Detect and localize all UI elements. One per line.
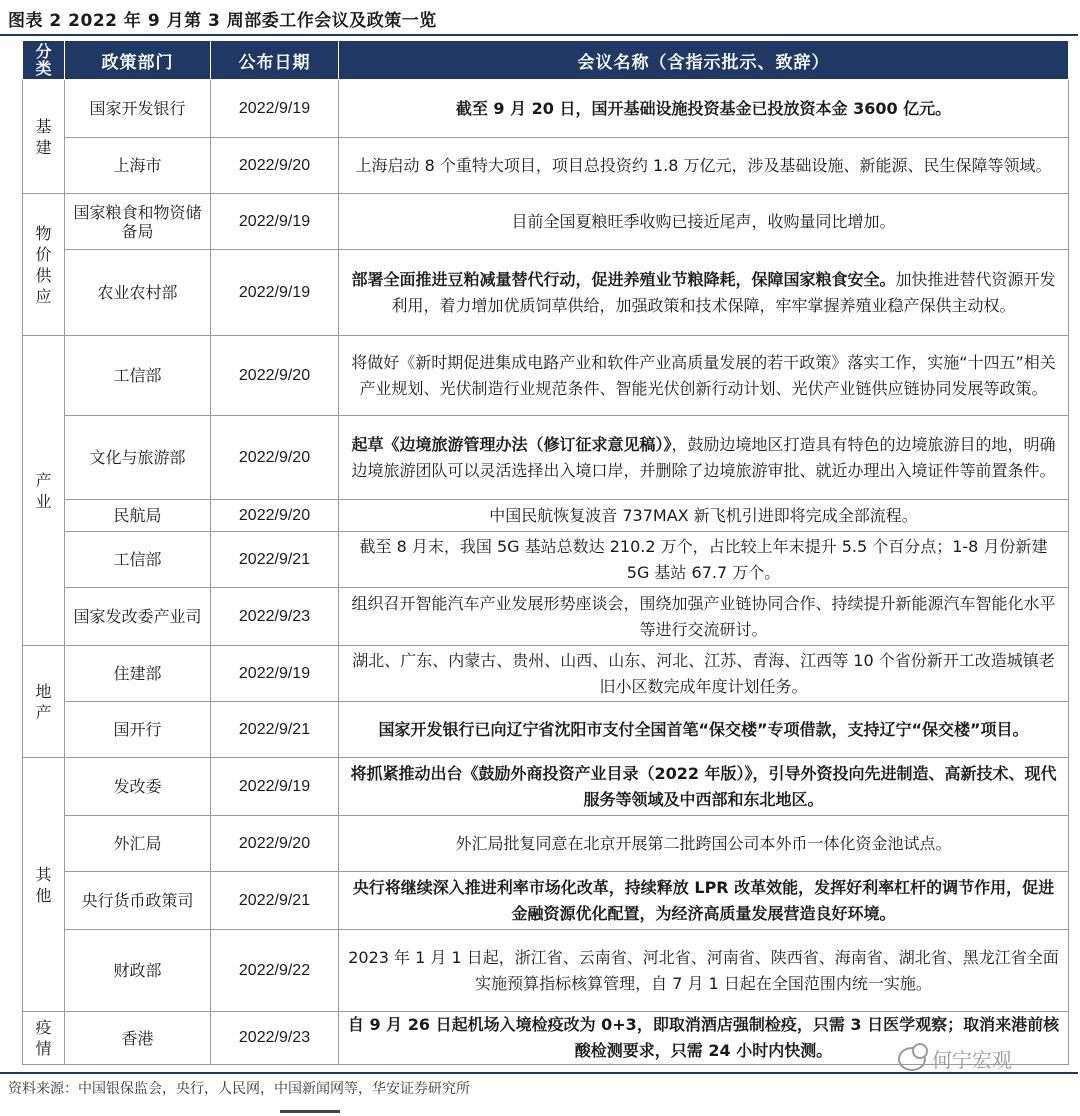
dept-cell: 财政部 (65, 930, 211, 1012)
date-cell: 2022/9/21 (211, 532, 339, 588)
table-row (23, 138, 1069, 194)
meeting-text-bold: 自 9 月 26 日起机场入境检疫改为 0+3，即取消酒店强制检疫，只需 3 日医学观察；取消来港前核酸检测要求，只需 24 小时内快测。 (347, 1015, 1060, 1060)
date-cell: 2022/9/20 (211, 138, 339, 194)
meeting-cell (339, 646, 1069, 702)
dept-cell: 民航局 (65, 500, 211, 532)
date-cell: 2022/9/20 (211, 336, 339, 416)
meeting-text: 截至 8 月末，我国 5G 基站总数达 210.2 万个，占比较上年末提升 5.5 个百分点；1-8 月份新建 5G 基站 67.7 万个。 (359, 536, 1048, 582)
date-cell: 2022/9/20 (211, 416, 339, 500)
dept-cell: 外汇局 (65, 816, 211, 872)
table-row (23, 758, 1069, 816)
meeting-cell (339, 532, 1069, 588)
dept-cell: 工信部 (65, 336, 211, 416)
meeting-text: 中国民航恢复波音 737MAX 新飞机引进即将完成全部流程。 (489, 505, 918, 525)
header-date: 公布日期 (211, 41, 339, 80)
dept-cell: 香港 (65, 1012, 211, 1065)
header-category: 分 类 (23, 41, 65, 80)
table-row (23, 250, 1069, 336)
meeting-text-bold: 国家开发银行已向辽宁省沈阳市支付全国首笔“保交楼”专项借款，支持辽宁“保交楼”项目。 (378, 719, 1029, 739)
meeting-cell (339, 416, 1069, 500)
watermark-text: 何宁宏观 (932, 1048, 1012, 1072)
date-cell: 2022/9/22 (211, 930, 339, 1012)
dept-cell: 上海市 (65, 138, 211, 194)
date-cell: 2022/9/19 (211, 80, 339, 138)
meeting-cell (339, 336, 1069, 416)
policy-table (22, 40, 1069, 1065)
meeting-text-bold: 央行将继续深入推进利率市场化改革，持续释放 LPR 改革效能，发挥好利率杠杆的调节作用，促进金融资源优化配置，为经济高质量发展营造良好环境。 (352, 877, 1055, 923)
date-cell: 2022/9/21 (211, 872, 339, 930)
date-cell: 2022/9/23 (211, 588, 339, 646)
meeting-text: 外汇局批复同意在北京开展第二批跨国公司本外币一体化资金池试点。 (455, 833, 952, 853)
source-note: 资料来源：中国银保监会，央行，人民网，中国新闻网等，华安证券研究所 (8, 1081, 470, 1097)
dept-cell: 工信部 (65, 532, 211, 588)
dept-cell: 国家开发银行 (65, 80, 211, 138)
table-row (23, 532, 1069, 588)
figure-title: 图表 2 2022 年 9 月第 3 周部委工作会议及政策一览 (8, 11, 437, 31)
watermark (898, 1044, 1012, 1073)
category-cell: 地 产 (23, 646, 65, 758)
category-cell: 其 他 (23, 758, 65, 1012)
dept-cell: 文化与旅游部 (65, 416, 211, 500)
table-header-row (23, 41, 1069, 80)
date-cell: 2022/9/21 (211, 702, 339, 758)
table-row (23, 80, 1069, 138)
date-cell: 2022/9/19 (211, 646, 339, 702)
meeting-cell (339, 758, 1069, 816)
meeting-text: 组织召开智能汽车产业发展形势座谈会，围绕加强产业链协同合作、持续提升新能源汽车智能化水平等进行交流研讨。 (351, 593, 1056, 639)
meeting-cell (339, 250, 1069, 336)
table-row (23, 646, 1069, 702)
table-row (23, 194, 1069, 250)
table-row (23, 702, 1069, 758)
meeting-cell (339, 816, 1069, 872)
date-cell: 2022/9/19 (211, 194, 339, 250)
meeting-cell (339, 930, 1069, 1012)
meeting-cell (339, 588, 1069, 646)
date-cell: 2022/9/19 (211, 250, 339, 336)
category-cell: 疫 情 (23, 1012, 65, 1065)
date-cell: 2022/9/20 (211, 816, 339, 872)
meeting-cell (339, 80, 1069, 138)
meeting-text: 2023 年 1 月 1 日起，浙江省、云南省、河北省、河南省、陕西省、海南省、湖北省、黑龙江省全面实施预算指标核算管理，自 7 月 1 日起在全国范围内统一实施。 (348, 947, 1059, 993)
title-rule (0, 34, 1078, 36)
meeting-cell (339, 500, 1069, 532)
table-row (23, 816, 1069, 872)
cutoff-text-fragment (280, 1104, 380, 1116)
header-meeting: 会议名称（含指示批示、致辞） (339, 41, 1069, 80)
meeting-cell (339, 138, 1069, 194)
meeting-text: 湖北、广东、内蒙古、贵州、山西、山东、河北、江苏、青海、江西等 10 个省份新开工改造城镇老旧小区数完成年度计划任务。 (352, 650, 1055, 696)
dept-cell: 国开行 (65, 702, 211, 758)
dept-cell: 国家发改委产业司 (65, 588, 211, 646)
meeting-text: 加快推进替代资源开发利用，着力增加优质饲草供给，加强政策和技术保障，牢牢掌握养殖业稳产保供主动权。 (391, 269, 1056, 315)
table-row (23, 872, 1069, 930)
meeting-text: 目前全国夏粮旺季收购已接近尾声，收购量同比增加。 (511, 211, 896, 231)
dept-cell: 国家粮食和物资储备局 (65, 194, 211, 250)
table-row (23, 336, 1069, 416)
meeting-cell (339, 872, 1069, 930)
category-cell: 产 业 (23, 336, 65, 646)
wechat-icon (898, 1047, 926, 1071)
meeting-text-bold: 将抓紧推动出台《鼓励外商投资产业目录（2022 年版）》，引导外资投向先进制造、高新技术、现代服务等领域及中西部和东北地区。 (350, 763, 1057, 809)
meeting-text: ，鼓励边境地区打造具有特色的边境旅游目的地，明确边境旅游团队可以灵活选择出入境口岸，并删除了边境旅游审批、就近办理出入境证件等前置条件。 (351, 434, 1056, 480)
header-dept: 政策部门 (65, 41, 211, 80)
dept-cell: 央行货币政策司 (65, 872, 211, 930)
date-cell: 2022/9/23 (211, 1012, 339, 1065)
dept-cell: 发改委 (65, 758, 211, 816)
meeting-text: 将做好《新时期促进集成电路产业和软件产业高质量发展的若干政策》落实工作，实施“十四五”相关产业规划、光伏制造行业规范条件、智能光伏创新行动计划、光伏产业链供应链协同发展等政策。 (351, 352, 1056, 398)
table-row (23, 416, 1069, 500)
table-row (23, 930, 1069, 1012)
table-row (23, 500, 1069, 532)
table-row (23, 588, 1069, 646)
date-cell: 2022/9/20 (211, 500, 339, 532)
meeting-cell (339, 702, 1069, 758)
category-cell: 物 价 供 应 (23, 194, 65, 336)
meeting-text-bold: 部署全面推进豆粕减量替代行动，促进养殖业节粮降耗，保障国家粮食安全。 (351, 269, 896, 289)
dept-cell: 农业农村部 (65, 250, 211, 336)
date-cell: 2022/9/19 (211, 758, 339, 816)
category-cell: 基 建 (23, 80, 65, 194)
meeting-text-bold: 起草《边境旅游管理办法（修订征求意见稿）》 (351, 434, 672, 454)
dept-cell: 住建部 (65, 646, 211, 702)
meeting-cell (339, 194, 1069, 250)
meeting-text: 上海启动 8 个重特大项目，项目总投资约 1.8 万亿元，涉及基础设施、新能源、民生保障等领域。 (355, 155, 1052, 175)
meeting-text-bold: 截至 9 月 20 日，国开基础设施投资基金已投放资本金 3600 亿元。 (455, 98, 952, 118)
